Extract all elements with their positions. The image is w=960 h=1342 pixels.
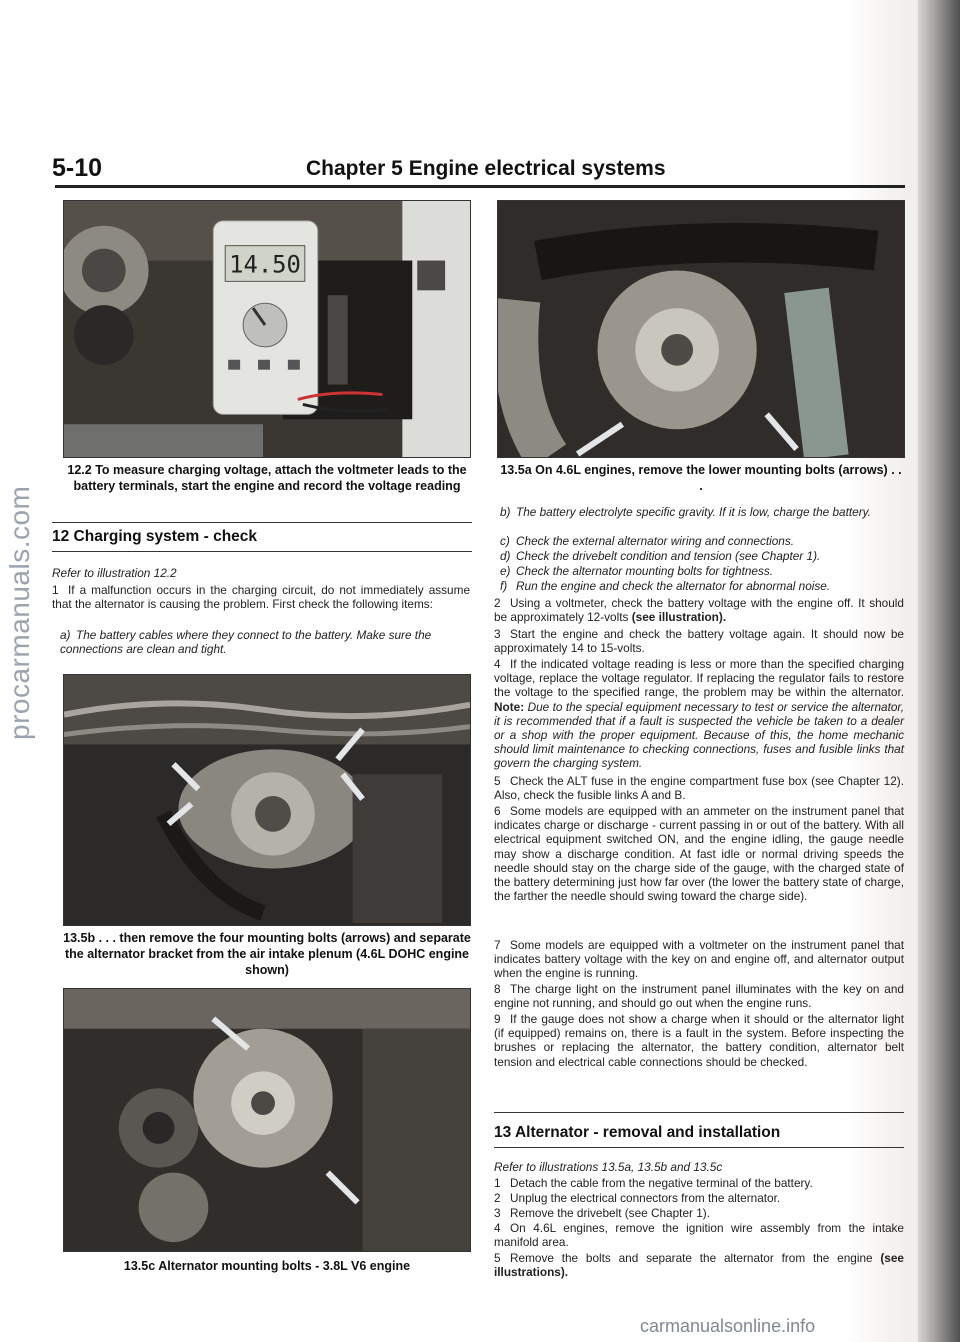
item-text: Run the engine and check the alternator for abnormal noise. bbox=[516, 579, 831, 593]
caption-13-5b: 13.5b . . . then remove the four mounting bolts (arrows) and separate the alternator bracket from the air intake plenum (4.6L DOHC engine shown) bbox=[63, 931, 471, 977]
section-12-para-8 bbox=[494, 982, 904, 1010]
section-12-para-9 bbox=[494, 1012, 904, 1069]
caption-13-5c: 13.5c Alternator mounting bolts - 3.8L V6 engine bbox=[123, 1259, 411, 1273]
item-label: f) bbox=[500, 579, 508, 593]
section-12-refer: Refer to illustration 12.2 bbox=[52, 566, 177, 580]
photo-alternator-v6 bbox=[63, 988, 471, 1252]
section-12-heading: 12 Charging system - check bbox=[52, 528, 258, 545]
item-text: The battery electrolyte specific gravity. If it is low, charge the battery. bbox=[516, 505, 871, 519]
item-label: c) bbox=[500, 534, 510, 548]
para-number: 2 bbox=[494, 596, 501, 610]
photo-lower-mounting-bolts bbox=[497, 200, 905, 458]
section-13-refer: Refer to illustrations 13.5a, 13.5b and 13.5c bbox=[494, 1160, 723, 1174]
para-text: If a malfunction occurs in the charging circuit, do not immediately assume that the alternator is causing the problem. First check the following items: bbox=[52, 583, 470, 612]
section-13-top-rule bbox=[494, 1112, 904, 1113]
check-item-e bbox=[500, 564, 902, 578]
section-13-step-4 bbox=[494, 1221, 904, 1249]
multimeter-display-value: 14.50 bbox=[229, 250, 301, 279]
photo-lower-mounting-bolts-image bbox=[498, 201, 904, 457]
check-item-b bbox=[500, 505, 902, 519]
section-13-step-1 bbox=[494, 1176, 904, 1190]
check-item-c bbox=[500, 534, 902, 548]
item-label: d) bbox=[500, 549, 511, 563]
para-text: The charge light on the instrument panel illuminates with the key on and engine not running, and should go out when the engine runs. bbox=[494, 982, 904, 1011]
para-number: 2 bbox=[494, 1191, 501, 1205]
para-number: 5 bbox=[494, 774, 501, 788]
para-number: 3 bbox=[494, 1206, 501, 1220]
section-12-para-6 bbox=[494, 804, 904, 903]
para-number: 6 bbox=[494, 804, 501, 818]
para-text: On 4.6L engines, remove the ignition wire assembly from the intake manifold area. bbox=[494, 1221, 904, 1250]
para-text: Using a voltmeter, check the battery voltage with the engine off. It should be approximately 12-volts bbox=[494, 596, 904, 625]
photo-voltmeter-battery-image bbox=[64, 201, 470, 457]
note-text: Due to the special equipment necessary to test or service the alternator, it is recommended that if a fault is suspected the vehicle be taken to a dealer or a shop with the proper equipment. Because of this, the home mechanic should limit maintenance to checking connections, fuses and fusible links that govern the charging system. bbox=[494, 699, 904, 771]
section-12-top-rule bbox=[52, 522, 472, 523]
item-text: Check the external alternator wiring and connections. bbox=[516, 534, 795, 548]
check-item-a bbox=[60, 628, 470, 656]
section-12-para-5 bbox=[494, 774, 904, 802]
para-text: Some models are equipped with an ammeter on the instrument panel that indicates charge or discharge - current passing in or out of the battery. With all electrical equipment switched ON, and the engine idling, the gauge needle may show a discharge condition. At fast idle or normal driving speeds the needle should stay on the charge side of the gauge, with the charged state of the battery determining just how far over (the lower the battery state of charge, the farther the needle should swing toward the charge side). bbox=[494, 804, 904, 904]
binding-edge bbox=[918, 0, 960, 1342]
item-text: Check the alternator mounting bolts for tightness. bbox=[516, 564, 774, 578]
note-label: Note: bbox=[494, 699, 525, 714]
para-number: 1 bbox=[494, 1176, 501, 1190]
para-number: 1 bbox=[52, 583, 59, 597]
header-rule bbox=[55, 185, 905, 188]
photo-alternator-bracket bbox=[63, 674, 471, 926]
para-text: Start the engine and check the battery voltage again. It should now be approximately 14 to 15-volts. bbox=[494, 627, 904, 656]
item-text: The battery cables where they connect to the battery. Make sure the connections are clean and tight. bbox=[60, 628, 432, 657]
para-number: 9 bbox=[494, 1012, 501, 1026]
page-number: 5-10 bbox=[52, 154, 103, 182]
para-number: 4 bbox=[494, 1221, 501, 1235]
item-label: b) bbox=[500, 505, 511, 519]
item-label: a) bbox=[60, 628, 71, 642]
para-text: If the gauge does not show a charge when it should or the alternator light (if equipped) remains on, there is a fault in the system. Before inspecting the brushes or replacing the alternator, the battery condition, alternator belt tension and electrical cable connections should be checked. bbox=[494, 1012, 904, 1069]
section-13-step-3 bbox=[494, 1206, 904, 1220]
photo-alternator-v6-image bbox=[64, 989, 470, 1251]
section-12-para-2 bbox=[494, 596, 904, 624]
section-13-bottom-rule bbox=[494, 1147, 904, 1148]
section-13-step-5 bbox=[494, 1251, 904, 1279]
para-text: Check the ALT fuse in the engine compartment fuse box (see Chapter 12). Also, check the fusible links A and B. bbox=[494, 774, 904, 803]
para-text: Remove the drivebelt (see Chapter 1). bbox=[510, 1206, 710, 1220]
caption-13-5a: 13.5a On 4.6L engines, remove the lower mounting bolts (arrows) . . . bbox=[500, 463, 902, 493]
section-12-para-4 bbox=[494, 657, 904, 771]
section-13-step-2 bbox=[494, 1191, 904, 1205]
para-number: 7 bbox=[494, 938, 501, 952]
para-text: Some models are equipped with a voltmeter on the instrument panel that indicates battery voltage with the key on and engine off, and alternator output when the engine is running. bbox=[494, 938, 904, 981]
section-12-para-1 bbox=[52, 583, 470, 611]
check-item-d bbox=[500, 549, 902, 563]
para-text: If the indicated voltage reading is less or more than the specified charging voltage, replace the voltage regulator. If replacing the regulator fails to restore the voltage to the specified range, the problem may be within the alternator. bbox=[494, 657, 904, 700]
section-12-para-3 bbox=[494, 627, 904, 655]
bottom-watermark: carmanualsonline.info bbox=[640, 1316, 816, 1336]
illustration-ref: (see illustration). bbox=[631, 610, 727, 625]
para-number: 5 bbox=[494, 1251, 501, 1265]
caption-12-2: 12.2 To measure charging voltage, attach the voltmeter leads to the battery terminals, start the engine and record the voltage reading bbox=[67, 463, 467, 493]
photo-voltmeter-battery bbox=[63, 200, 471, 458]
check-item-f bbox=[500, 579, 902, 593]
section-13-heading: 13 Alternator - removal and installation bbox=[494, 1124, 781, 1141]
para-text: Unplug the electrical connectors from the alternator. bbox=[510, 1191, 781, 1205]
photo-alternator-bracket-image bbox=[64, 675, 470, 925]
chapter-title: Chapter 5 Engine electrical systems bbox=[306, 157, 666, 180]
illustration-ref: (see illustrations). bbox=[494, 1251, 904, 1280]
para-text: Detach the cable from the negative terminal of the battery. bbox=[510, 1176, 813, 1190]
section-12-bottom-rule bbox=[52, 551, 472, 552]
para-number: 8 bbox=[494, 982, 501, 996]
para-number: 3 bbox=[494, 627, 501, 641]
item-label: e) bbox=[500, 564, 511, 578]
para-text: Remove the bolts and separate the alternator from the engine bbox=[510, 1251, 873, 1265]
item-text: Check the drivebelt condition and tension (see Chapter 1). bbox=[516, 549, 821, 563]
section-12-para-7 bbox=[494, 938, 904, 981]
para-number: 4 bbox=[494, 657, 501, 671]
